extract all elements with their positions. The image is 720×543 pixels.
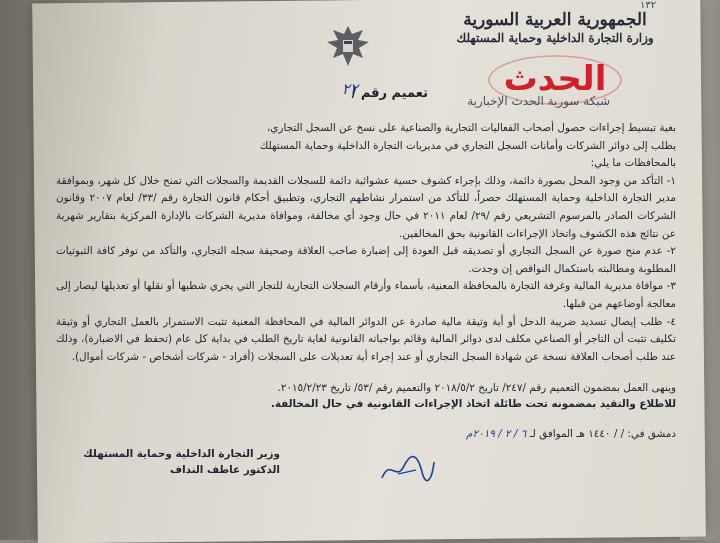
signature-name: الدكتور عاطف النداف: [170, 464, 280, 476]
point-2: ٢- عدم منح صورة عن السجل التجاري أو تصديقه قبل العودة إلى إضبارة صاحب العلاقة وصحيفة سجله التجاري، والتأكد من توفر كافة الثبوتيات المطلوبة ومطالبته باستكمال النواقص إن وجدت.: [56, 245, 676, 275]
closing-block: [56, 380, 676, 412]
body-text: [56, 120, 676, 366]
intro-line-1: بغية تبسيط إجراءات حصول أصحاب الفعاليات التجارية والصناعية على نسخ عن السجل التجاري،: [266, 122, 676, 134]
point-3: ٣- موافاة مديرية المالية وغرفة التجارة بالمحافظة المعنية، بأسماء وأرقام السجلات التجارية للتجار التي يجري شطبها أو نقلها أو تعديلها ليصار إلى معالجة أوضاعهم من قبلها.: [56, 280, 676, 310]
corner-mark: ١٣٢: [640, 0, 657, 11]
watermark-logo-text: الحدث: [503, 59, 607, 99]
closing-line-1: وينهى العمل بمضمون التعميم رقم /٢٤٧/ تاريخ ٢٠١٨/٥/٢ والتعميم رقم /٥٣/ تاريخ ٢٠١٥/٢/٢٣.: [277, 382, 676, 394]
eagle-emblem-icon: [325, 22, 371, 70]
circular-label: تعميم رقم /: [351, 86, 428, 101]
closing-line-2: للاطلاع والتقيد بمضمونه تحت طائلة اتخاذ الإجراءات القانونية في حال المخالفة.: [270, 398, 676, 410]
signature-title: وزير التجارة الداخلية وحماية المستهلك: [83, 448, 280, 460]
point-4: ٤- طلب إيصال تسديد ضريبة الدخل أو أية وثيقة مالية صادرة عن الدوائر المالية في المحافظة المعنية تثبت الاستمرار بالعمل التجاري أو وثيقة تكليف تثبت أن التاجر أو الصناعي مكلف لدى دوائر المالية وقائم بواجباته القانونية لغاية تاريخ الطلب في بداية كل عام (تحفظ في الاضبارة)، وذلك عند طلب أصحاب العلاقة نسخة عن شهادة السجل التجاري أو عند إجراء أية تعديلات على السجلات (أفراد - شركات أشخاص - شركات أموال).: [56, 315, 676, 363]
republic-title: الجمهورية العربية السورية: [463, 10, 647, 30]
point-1: ١- التأكد من وجود المحل بصورة دائمة، وذلك بإجراء كشوف حسية عشوائية دائمة للسجلات القديمة والسجلات التي تمنح خلال كل شهر، وبموافقة مدير التجارة الداخلية وحماية المستهلك حصراً، للتأكد من استمرار نشاطهم التجاري، وتطبيق أحكام قانون التجارة رقم /٣٣/ لعام ٢٠٠٧ وقانون الشركات الصادر بالمرسوم التشريعي رقم /٢٩/ لعام ٢٠١١ في حال وجود أي مخالفة، وموافاة مديرية الشركات بالإدارة المركزية بتقارير شهرية عن نتائج هذه الكشوف واتخاذ الإجراءات القانونية بحق المخالفين.: [56, 174, 676, 240]
intro-line-2: يطلب إلى دوائر الشركات وأمانات السجل التجاري في مديريات التجارة الداخلية وحماية المستهلك: [259, 139, 676, 152]
date-line: [466, 428, 676, 440]
signature-block: [60, 446, 280, 478]
intro-line-3: بالمحافظات ما يلي:: [590, 157, 676, 170]
watermark-caption: شبكة سورية الحدث الإخبارية: [467, 94, 610, 108]
circular-number: ٢٢: [341, 80, 358, 98]
date-prefix: دمشق في: / / ١٤٤٠ هـ الموافق لـ: [529, 428, 676, 440]
handwritten-signature-icon: [378, 452, 438, 486]
ministry-header: [435, 8, 675, 47]
ministry-title: وزارة التجارة الداخلية وحماية المستهلك: [456, 31, 654, 45]
date-handwritten: ٦ / ٢ / ٢٠١٩م: [466, 428, 527, 440]
